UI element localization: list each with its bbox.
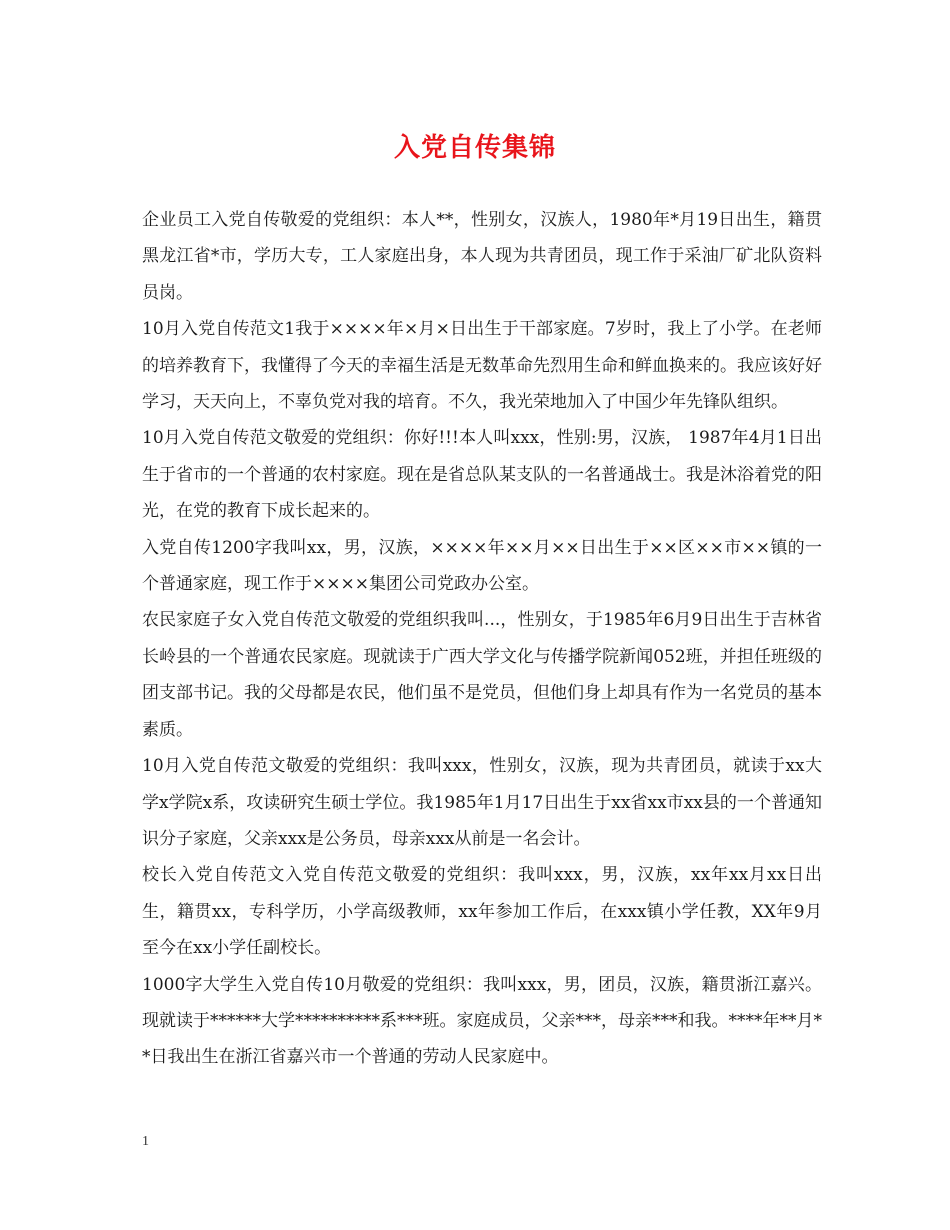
paragraph-7: 校长入党自传范文入党自传范文敬爱的党组织：我叫xxx，男，汉族，xx年xx月xx日出生，籍贯xx，专科学历，小学高级教师，xx年参加工作后，在xxx镇小学任教，XX年9月至今在xx小学任副校长。 bbox=[142, 865, 822, 959]
paragraph-6: 10月入党自传范文敬爱的党组织：我叫xxx，性别女，汉族，现为共青团员，就读于xx大学x学院x系，攻读研究生硕士学位。我1985年1月17日出生于xx省xx市xx县的一个普通知识分子家庭，父亲xxx是公务员，母亲xxx从前是一名会计。 bbox=[142, 756, 822, 849]
paragraph-8: 1000字大学生入党自传10月敬爱的党组织：我叫xxx，男，团员，汉族，籍贯浙江嘉兴。现就读于******大学**********系***班。家庭成员，父亲***，母亲***和我。****年**月**日我出生在浙江省嘉兴市一个普通的劳动人民家庭中。 bbox=[142, 974, 822, 1068]
document-body bbox=[142, 202, 822, 1076]
paragraph-3: 10月入党自传范文敬爱的党组织：你好!!!本人叫xxx，性别:男，汉族， 1987年4月1日出生于省市的一个普通的农村家庭。现在是省总队某支队的一名普通战士。我是沐浴着党的阳光，在党的教育下成长起来的。 bbox=[142, 428, 822, 522]
document-title: 入党自传集锦 bbox=[393, 133, 556, 163]
paragraph-1: 企业员工入党自传敬爱的党组织：本人**，性别女，汉族人，1980年*月19日出生，籍贯黑龙江省*市，学历大专，工人家庭出身，本人现为共青团员，现工作于采油厂矿北队资料员岗。 bbox=[142, 210, 822, 303]
page-number: 1 bbox=[142, 1134, 149, 1149]
paragraph-4: 入党自传1200字我叫xx，男，汉族，××××年××月××日出生于××区××市××镇的一个普通家庭，现工作于××××集团公司党政办公室。 bbox=[142, 537, 822, 595]
paragraph-5: 农民家庭子女入党自传范文敬爱的党组织我叫...，性别女，于1985年6月9日出生于吉林省长岭县的一个普通农民家庭。现就读于广西大学文化与传播学院新闻052班，并担任班级的团支部书记。我的父母都是农民，他们虽不是党员，但他们身上却具有作为一名党员的基本素质。 bbox=[142, 610, 822, 740]
paragraph-2: 10月入党自传范文1我于××××年×月×日出生于干部家庭。7岁时，我上了小学。在老师的培养教育下，我懂得了今天的幸福生活是无数革命先烈用生命和鲜血换来的。我应该好好学习，天天向上，不辜负党对我的培育。不久，我光荣地加入了中国少年先锋队组织。 bbox=[142, 319, 822, 413]
